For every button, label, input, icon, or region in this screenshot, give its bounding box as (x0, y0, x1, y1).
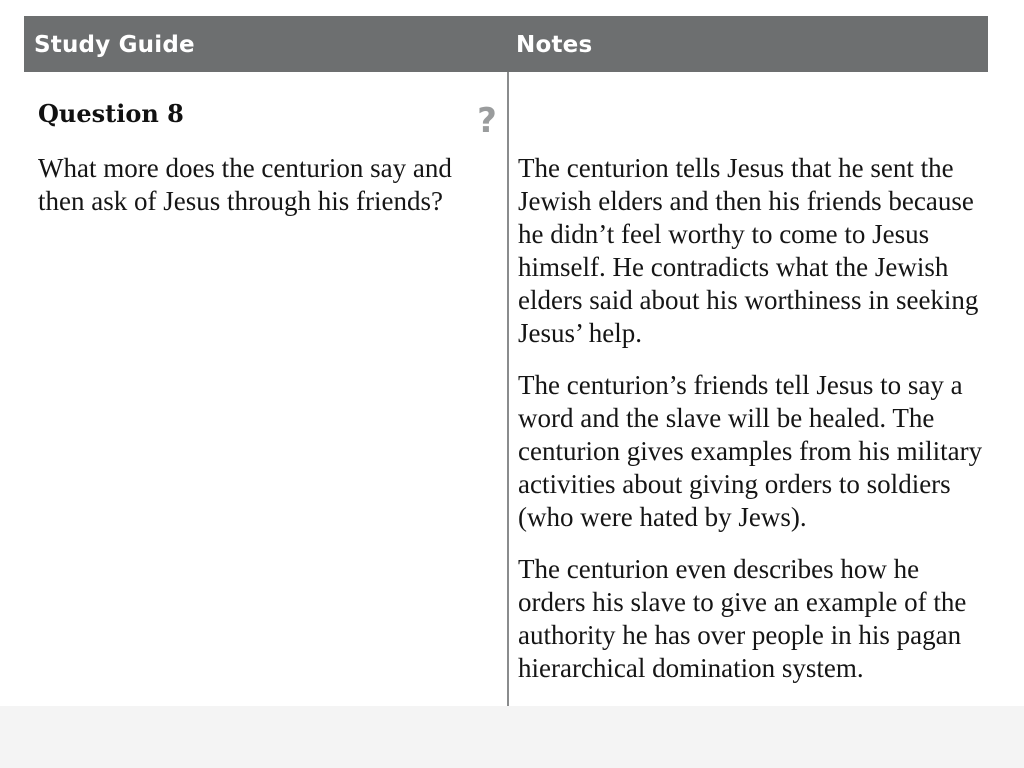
note-paragraph: The centurion tells Jesus that he sent the Jewish elders and then his friends because he didn’t feel worthy to come to Jesus himself. He contradicts what the Jewish elders said about his worthiness in seeking Jesus’ help. (518, 153, 979, 348)
study-guide-heading: Study Guide (34, 32, 195, 58)
note-paragraph: The centurion’s friends tell Jesus to say a word and the slave will be healed. The centurion gives examples from his military activities about giving orders to soldiers (who were hated by Jews). (518, 370, 983, 532)
notes-heading: Notes (516, 32, 593, 58)
question-text: What more does the centurion say and then ask of Jesus through his friends? (38, 153, 452, 216)
bottom-overlay (0, 706, 1024, 768)
help-question-icon[interactable]: ? (477, 101, 497, 141)
column-divider (507, 72, 509, 708)
question-title: Question 8 (38, 99, 184, 128)
note-paragraph: The centurion even describes how he orders his slave to give an example of the authority he has over people in his pagan hierarchical domination system. (518, 554, 967, 683)
header-bar (24, 16, 988, 72)
notes-column (518, 152, 988, 704)
